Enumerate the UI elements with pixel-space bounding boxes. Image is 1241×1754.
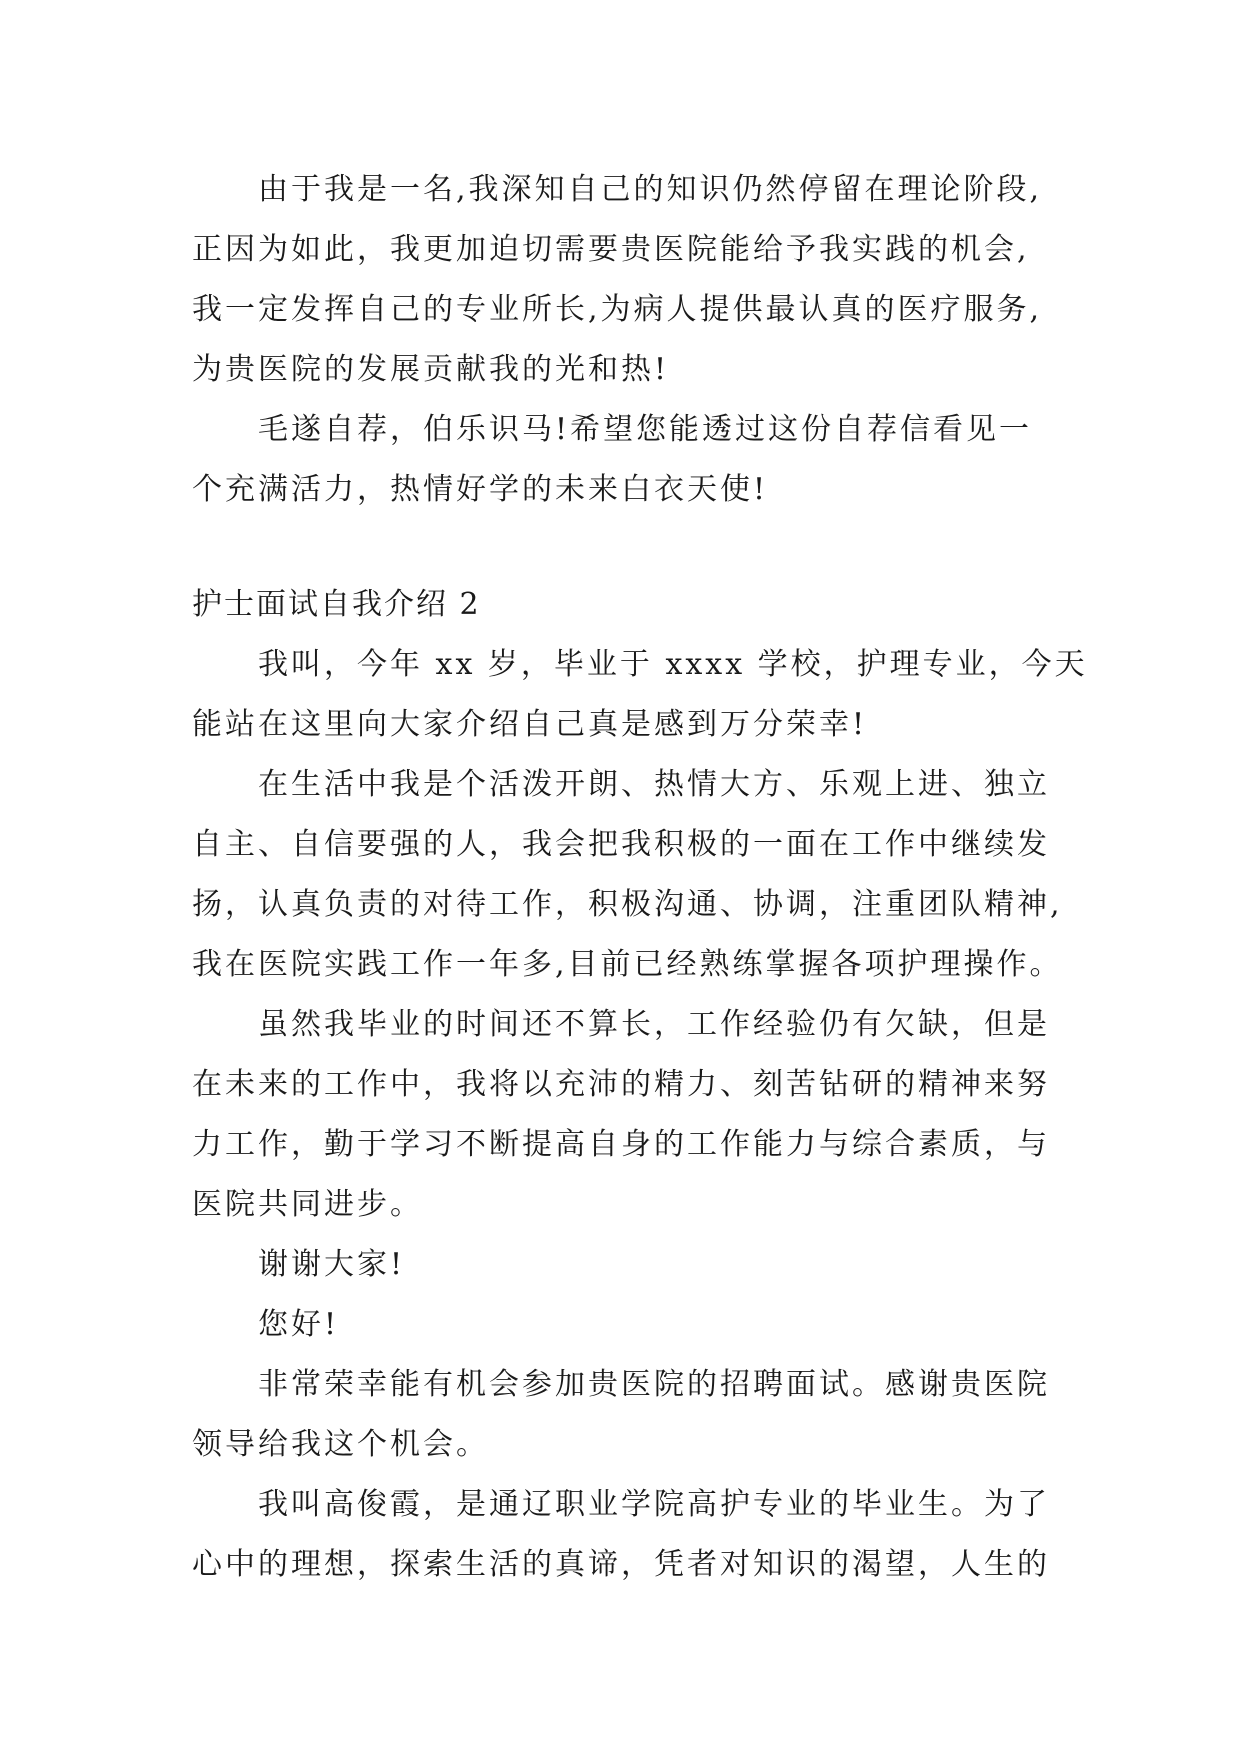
text-line: 自主、自信要强的人，我会把我积极的一面在工作中继续发 [192,827,1050,862]
text-line: 力工作，勤于学习不断提高自身的工作能力与综合素质，与 [192,1127,1050,1162]
paragraph-interview-honor [192,1355,1092,1475]
text-line: 我一定发挥自己的专业所长,为病人提供最认真的医疗服务, [192,292,1043,327]
paragraph-introduction [192,635,1092,755]
paragraph-knowledge-practice [192,160,1092,400]
paragraph-future-work [192,995,1092,1235]
text-line: 个充满活力，热情好学的未来白衣天使! [192,472,769,507]
paragraph-thanks: 谢谢大家! [258,1247,406,1282]
paragraph-personality [192,755,1092,995]
text-line: 由于我是一名,我深知自己的知识仍然停留在理论阶段, [258,172,1043,207]
section-spacer [192,520,1092,575]
paragraph-greeting: 您好! [258,1307,340,1342]
text-line: 在未来的工作中，我将以充沛的精力、刻苦钻研的精神来努 [192,1067,1050,1102]
text-line: 非常荣幸能有机会参加贵医院的招聘面试。感谢贵医院 [258,1367,1050,1402]
text-line: 我在医院实践工作一年多,目前已经熟练掌握各项护理操作。 [192,947,1063,982]
text-line: 正因为如此，我更加迫切需要贵医院能给予我实践的机会, [192,232,1030,267]
text-line: 毛遂自荐，伯乐识马!希望您能透过这份自荐信看见一 [258,412,1033,447]
text-line: 在生活中我是个活泼开朗、热情大方、乐观上进、独立 [258,767,1050,802]
text-line: 我叫，今年 xx 岁，毕业于 xxxx 学校，护理专业，今天 [258,647,1088,682]
paragraph-self-recommendation [192,400,1092,520]
section-heading: 护士面试自我介绍 2 [192,587,481,622]
text-line: 能站在这里向大家介绍自己真是感到万分荣幸! [192,707,868,742]
text-line: 领导给我这个机会。 [192,1427,489,1462]
paragraph-name-intro [192,1475,1092,1595]
text-line: 为贵医院的发展贡献我的光和热! [192,352,670,387]
text-line: 虽然我毕业的时间还不算长，工作经验仍有欠缺，但是 [258,1007,1050,1042]
text-line: 心中的理想，探索生活的真谛，凭者对知识的渴望，人生的 [192,1547,1050,1582]
text-line: 扬，认真负责的对待工作，积极沟通、协调，注重团队精神, [192,887,1063,922]
text-line: 医院共同进步。 [192,1187,423,1222]
document-body [192,160,1092,1595]
text-line: 我叫高俊霞，是通辽职业学院高护专业的毕业生。为了 [258,1487,1050,1522]
